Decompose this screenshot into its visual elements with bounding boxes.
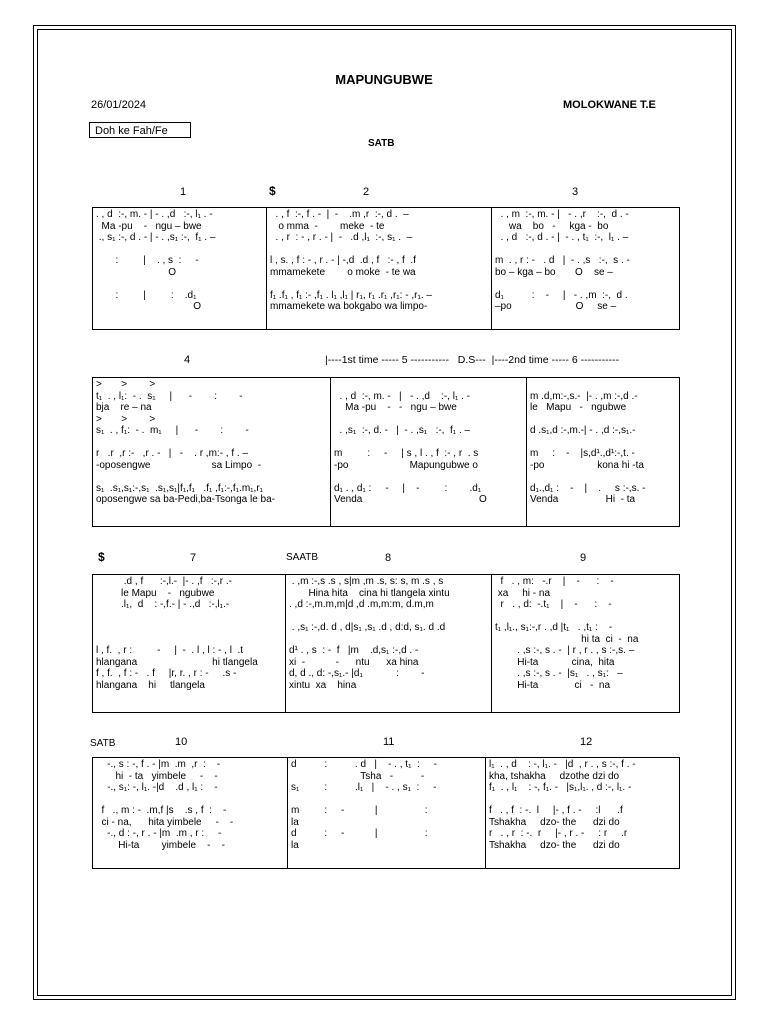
measure-cell-1: . , d :-, m. - | - . ,d :-, l₁ . - Ma -pu - ngu – bwe ., s₁ :-, d . - | - . ,s₁ :-, f₁ . – : | . , s : - O : | : .d₁ O (93, 208, 267, 330)
measure-cell-3: . , m :-, m. - | - . ,r :-, d . - wa bo - kga - bo . , d :-, d . - | - . , t₁ :-, l₁ . – m . , r : - . d | - . ,s :-, s . - bo – kga – bo O se – d₁ : - | - . ,m :-, d . –po O se – (492, 208, 680, 330)
composer-name: MOLOKWANE T.E (563, 99, 656, 111)
music-system-4 (92, 757, 680, 869)
measure-cell-2: . , f :-, f . - | - .m ,r :-, d . – o mma - meke - te . , r : - , r . - | - .d ,l₁ :-, s₁ . – l , s. , f : - , r . - | -,d .d , f :- , f .f mmamekete o moke - te wa f₁ .f₁ , f₁ :- ,f₁ . l₁ ,l₁ | r₁, r₁ .r₁ ,r₁: - ,r₁. – mmamekete wa bokgabo wa limpo- (267, 208, 492, 330)
measure-number-10: 10 (175, 736, 188, 748)
measure-number-7: 7 (190, 552, 197, 564)
voicing-label: SATB (368, 138, 395, 149)
measure-cell-5: . , d :-, m. - | - . ,d :-, l₁ . - Ma -pu - - ngu – bwe . ,s₁ :-, d. - | - . ,s₁ :-, f₁ . – m : - | s , l . , f :- , r . s -po Mapungubwe o d₁ . , d₁ : - | - : .d₁ Venda O (331, 378, 527, 527)
document-title: MAPUNGUBWE (335, 72, 433, 87)
segno-sign: $ (269, 184, 276, 198)
voicing-label-satb-2: SATB (90, 738, 116, 749)
measure-cell-8: . ,m :-,s .s , s|m ,m .s, s: s, m .s , s Hina hita cina hi tlangela xintu . ,d :-,m.m,m|d ,d .m,m:m, d.m,m . ,s₁ :-,d. d , d|s₁ ,s₁ .d , d:d, s₁. d .d d¹ . , s : - f |m .d,s₁ :-,d . - xi - - ntu xa hina d, d ., d: -,s₁.- |d₁ : - xintu xa hina (286, 575, 492, 713)
measure-number-3: 3 (572, 186, 579, 198)
measure-cell-6: m .d,m:-,s.- |- . ,m :-,d .- le Mapu - ngubwe d .s₁,d :-,m.-| - . ,d :-,s₁.- m : - |s,d¹.,d¹:-,t. - -po kona hi -ta d₁.,d₁ : - | . s :-,s. - Venda Hi - ta (527, 378, 680, 527)
measure-number-12: 12 (580, 736, 593, 748)
segno-sign-2: $ (98, 550, 105, 564)
measure-number-4: 4 (184, 354, 191, 366)
measure-cell-9: f . , m: -.r | - : - xa hi - na r . , d: -.t₁ | - : - t₁ ,l₁., s₁:-,r . ,d |t₁ . ,t₁ : - hi ta ci - na . ,s :-, s . - | r , r . , s :-,s. – Hi-ta cina, hita . ,s :-, s . - |s₁ . , s₁: – Hi-ta ci - na (492, 575, 680, 713)
music-system-2 (92, 377, 680, 527)
measure-number-9: 9 (580, 552, 587, 564)
music-system-1 (92, 207, 680, 330)
voicing-label-saatb: SAATB (286, 552, 319, 563)
document-date: 26/01/2024 (91, 99, 147, 111)
measure-number-11: 11 (383, 736, 395, 748)
key-signature-box: Doh ke Fah/Fe (89, 122, 191, 138)
measure-cell-7: .d , f :-,l.- |- . ,f :-,r .- le Mapu - ngubwe .l₁, d : -,f.- | - .,d :-,l₁.- l , f. , r : - | - . l , l : - , l .t hlangana hi tlangela f , f. , f : - . f |r, r. , r : - .s - hlangana hi tlangela (93, 575, 286, 713)
measure-cell-11: d : . d | - . , t₁ : - Tsha - - s₁ : .l₁ | - . , s₁ : - m : - | : la d : - | : la (288, 758, 486, 869)
measure-number-8: 8 (385, 552, 392, 564)
measure-cell-4: > > > t₁ . , l₁: - . s₁ | - : - bja re – na > > > s₁ . , f₁: - . m₁ | - : - r .r ,r :- ,r . - | - . r ,m:- , f . – -oposengwe sa Limpo - s₁ .s₁,s₁:-,s₁ .s₁,s₁|f₁,f₁ .f₁ ,f₁:-,f₁.m₁,r₁ oposengwe sa ba-Pedi,ba-Tsonga le ba- (93, 378, 331, 527)
measure-number-1: 1 (180, 186, 187, 198)
measure-cell-10: -., s : -, f . - |m .m ,r : - hi - ta yimbele - - -., s₁: -, l₁. -|d .d , l₁ : - f ., m : - .m,f |s .s , f : - ci - na, hita yimbele - - -., d : -, r . - |m .m , r : - Hi-ta yimbele - - (93, 758, 288, 869)
repeat-endings-label: |----1st time ----- 5 ----------- D.S--- |----2nd time ----- 6 ----------- (325, 354, 620, 366)
measure-cell-12: l₁ . , d : -, l₁. - |d , r . , s :-, f . - kha, tshakha dzothe dzi do f₁ . , l₁ : -, f₁. - |s₁,l₁. , d :-, l₁. - f . , f : -. l |- , f . - :l .f Tshakha dzo- the dzi do r . , r : -. r |- , r . - : r .r Tshakha dzo- the dzi do (486, 758, 680, 869)
music-system-3 (92, 574, 680, 713)
measure-number-2: 2 (363, 186, 370, 198)
